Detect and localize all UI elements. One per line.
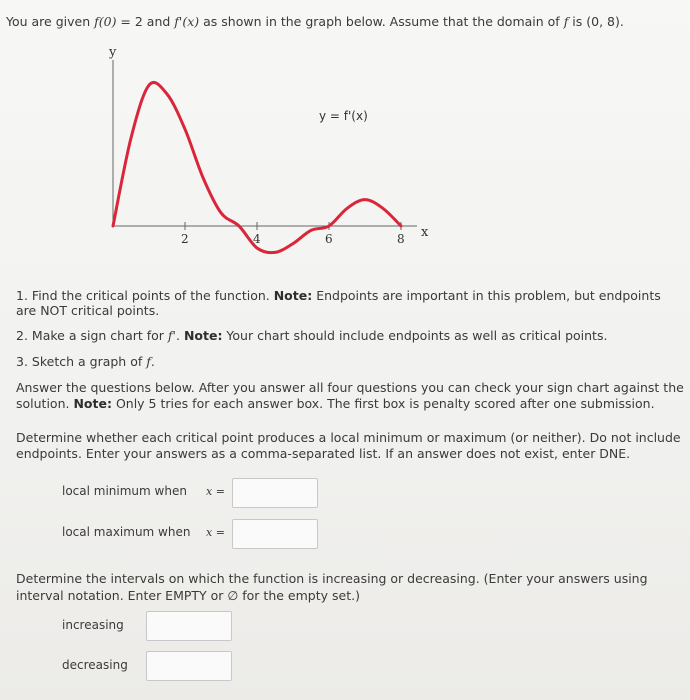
item-2-text: Make a sign chart for bbox=[31, 328, 168, 343]
determine2-line1: Determine the intervals on which the function is increasing or decreasing. (Enter your answers using bbox=[16, 571, 648, 586]
local-min-x-eq: x = bbox=[206, 485, 225, 498]
answer-para-line1: Answer the questions below. After you answer all four questions you can check your sign chart against the bbox=[16, 380, 684, 395]
item-3-text: Sketch a graph of bbox=[31, 354, 147, 369]
local-max-input[interactable] bbox=[232, 519, 318, 549]
answer-para-l2b: Only 5 tries for each answer box. The first box is penalty scored after one submission. bbox=[111, 396, 655, 411]
item-1-cont: are NOT critical points. bbox=[16, 303, 160, 318]
intro-fprime: f'(x) bbox=[174, 14, 200, 29]
item-3-num: 3. bbox=[16, 354, 28, 369]
item-3-sym: f bbox=[146, 354, 151, 369]
local-max-x-eq: x = bbox=[206, 526, 225, 539]
determine1-line1: Determine whether each critical point produces a local minimum or maximum (or neither). Do not include bbox=[16, 430, 681, 445]
curve-label: y = f'(x) bbox=[319, 109, 368, 123]
intro-eq: = 2 and bbox=[116, 14, 175, 29]
decreasing-input[interactable] bbox=[146, 651, 232, 681]
item-1-num: 1. bbox=[16, 288, 28, 303]
intro-text-c: is (0, 8). bbox=[568, 14, 624, 29]
item-2-rest: Your chart should include endpoints as well as critical points. bbox=[222, 328, 608, 343]
item-1-note: Note: bbox=[273, 288, 313, 303]
y-axis-label: y bbox=[109, 45, 117, 60]
local-min-label: local minimum when bbox=[62, 484, 187, 498]
determine2-line2: interval notation. Enter EMPTY or ∅ for the empty set.) bbox=[16, 588, 360, 603]
answer-para-l2a: solution. bbox=[16, 396, 74, 411]
increasing-input[interactable] bbox=[146, 611, 232, 641]
intro-f0: f(0) bbox=[94, 14, 117, 29]
x-tick-label: 6 bbox=[325, 232, 333, 246]
item-1 bbox=[16, 288, 661, 303]
item-2-sym: f' bbox=[167, 328, 176, 343]
answer-para-note: Note: bbox=[73, 396, 112, 411]
intro-line bbox=[6, 14, 624, 29]
item-2-note: Note: bbox=[183, 328, 223, 343]
determine1-line2: endpoints. Enter your answers as a comma-separated list. If an answer does not exist, enter DNE. bbox=[16, 446, 631, 461]
item-2-text2: . bbox=[175, 328, 184, 343]
intro-text-b: as shown in the graph below. Assume that the domain of bbox=[199, 14, 564, 29]
intro-text: You are given bbox=[6, 14, 95, 29]
item-1-rest: Endpoints are important in this problem, but endpoints bbox=[312, 288, 661, 303]
x-axis-label: x bbox=[421, 225, 429, 240]
x-tick-label: 2 bbox=[181, 232, 189, 246]
x-tick-label: 8 bbox=[397, 232, 405, 246]
local-max-label: local maximum when bbox=[62, 525, 191, 539]
item-2-num: 2. bbox=[16, 328, 28, 343]
x-tick-label: 4 bbox=[253, 232, 261, 246]
intro-f: f bbox=[563, 14, 569, 29]
increasing-label: increasing bbox=[62, 618, 124, 632]
derivative-graph bbox=[95, 40, 455, 280]
item-3 bbox=[16, 354, 155, 369]
item-2 bbox=[16, 328, 607, 343]
item-1-text: Find the critical points of the function. bbox=[31, 288, 274, 303]
local-min-input[interactable] bbox=[232, 478, 318, 508]
item-3-text2: . bbox=[150, 354, 155, 369]
answer-para-line2 bbox=[16, 396, 655, 411]
decreasing-label: decreasing bbox=[62, 658, 128, 672]
